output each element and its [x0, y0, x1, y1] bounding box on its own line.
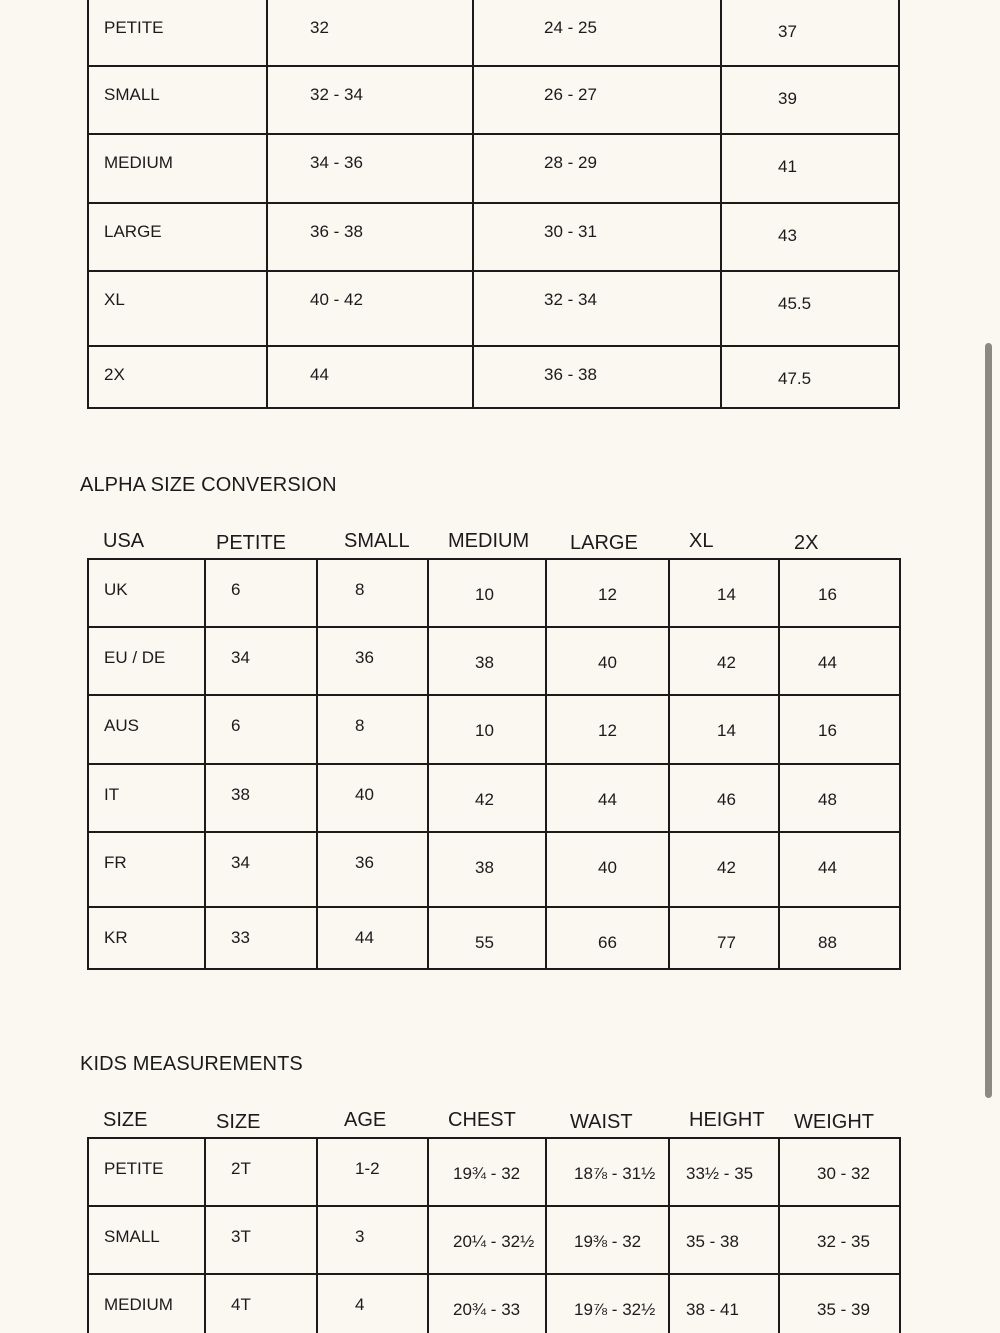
table-cell: 10 — [428, 559, 546, 627]
table-cell: 20¾ - 33 — [428, 1274, 546, 1333]
table-cell: 36 — [317, 627, 428, 695]
table-row — [88, 907, 900, 969]
table-cell: 19⅞ - 32½ — [546, 1274, 669, 1333]
table-cell: 36 — [317, 832, 428, 907]
table-cell: 3 — [317, 1206, 428, 1274]
table-cell: 1-2 — [317, 1138, 428, 1206]
column-header: HEIGHT — [689, 1109, 765, 1131]
table-row — [88, 346, 899, 408]
table-cell: 44 — [546, 764, 669, 832]
table-cell: 37 — [721, 0, 899, 66]
column-header: MEDIUM — [448, 530, 530, 552]
size-label: XL — [88, 271, 267, 346]
table-cell: 34 — [205, 832, 317, 907]
table-cell: 40 - 42 — [267, 271, 473, 346]
table-cell: 44 — [267, 346, 473, 408]
column-header: WAIST — [570, 1111, 633, 1133]
table-cell: 30 - 32 — [779, 1138, 900, 1206]
table-cell: 35 - 39 — [779, 1274, 900, 1333]
table-cell: 16 — [779, 559, 900, 627]
table-cell: 14 — [669, 695, 779, 764]
table-cell: 36 - 38 — [267, 203, 473, 271]
table-row — [88, 832, 900, 907]
table-cell: 6 — [205, 559, 317, 627]
table-row — [88, 203, 899, 271]
region-label: UK — [88, 559, 205, 627]
size-label: LARGE — [88, 203, 267, 271]
table-cell: 42 — [669, 627, 779, 695]
column-header: AGE — [344, 1109, 387, 1131]
table-cell: 47.5 — [721, 346, 899, 408]
table-cell: 24 - 25 — [473, 0, 721, 66]
alpha-section-title: ALPHA SIZE CONVERSION — [80, 474, 337, 496]
table-cell: 32 - 35 — [779, 1206, 900, 1274]
table-cell: 16 — [779, 695, 900, 764]
table-cell: 12 — [546, 695, 669, 764]
table-row — [88, 1206, 900, 1274]
table-cell: 28 - 29 — [473, 134, 721, 203]
table-cell: 14 — [669, 559, 779, 627]
table-cell: 36 - 38 — [473, 346, 721, 408]
column-header: LARGE — [570, 532, 638, 554]
kids-section-title: KIDS MEASUREMENTS — [80, 1053, 303, 1075]
table-cell: 40 — [546, 832, 669, 907]
size-label: SMALL — [88, 66, 267, 134]
table-cell: 43 — [721, 203, 899, 271]
table-row — [88, 1274, 900, 1333]
column-header: PETITE — [216, 532, 287, 554]
table-cell: 38 - 41 — [669, 1274, 779, 1333]
table-cell: 19⅜ - 32 — [546, 1206, 669, 1274]
size-label: PETITE — [88, 0, 267, 66]
table-cell: 18⅞ - 31½ — [546, 1138, 669, 1206]
table-cell: 38 — [205, 764, 317, 832]
column-header: CHEST — [448, 1109, 516, 1131]
table-cell: 39 — [721, 66, 899, 134]
table-row — [88, 0, 899, 66]
column-header: SIZE — [216, 1111, 261, 1133]
table-cell: 45.5 — [721, 271, 899, 346]
table-row — [88, 559, 900, 627]
table-cell: 8 — [317, 559, 428, 627]
table-cell: 46 — [669, 764, 779, 832]
table-cell: 4 — [317, 1274, 428, 1333]
table-cell: 40 — [546, 627, 669, 695]
table-row — [88, 271, 899, 346]
table-cell: 32 — [267, 0, 473, 66]
table-cell: 30 - 31 — [473, 203, 721, 271]
size-measurements-table — [87, 0, 900, 409]
table-cell: 40 — [317, 764, 428, 832]
region-label: AUS — [88, 695, 205, 764]
table-row — [88, 764, 900, 832]
column-header: XL — [689, 530, 714, 552]
column-header: SIZE — [103, 1109, 148, 1131]
table-cell: 32 - 34 — [267, 66, 473, 134]
table-cell: 34 - 36 — [267, 134, 473, 203]
table-cell: 12 — [546, 559, 669, 627]
region-label: FR — [88, 832, 205, 907]
table-cell: 42 — [428, 764, 546, 832]
scrollbar-thumb[interactable] — [985, 343, 992, 1098]
table-cell: 41 — [721, 134, 899, 203]
column-header: WEIGHT — [794, 1111, 874, 1133]
size-label: 2X — [88, 346, 267, 408]
column-header: 2X — [794, 532, 819, 554]
alpha-conversion-table — [87, 558, 901, 970]
region-label: EU / DE — [88, 627, 205, 695]
column-header: SMALL — [344, 530, 410, 552]
table-cell: 88 — [779, 907, 900, 969]
table-cell: 35 - 38 — [669, 1206, 779, 1274]
table-cell: 2T — [205, 1138, 317, 1206]
table-row — [88, 627, 900, 695]
table-cell: 33½ - 35 — [669, 1138, 779, 1206]
table-cell: 44 — [779, 627, 900, 695]
table-cell: 19¾ - 32 — [428, 1138, 546, 1206]
table-cell: 48 — [779, 764, 900, 832]
table-cell: 44 — [317, 907, 428, 969]
table-cell: 8 — [317, 695, 428, 764]
table-cell: 66 — [546, 907, 669, 969]
table-cell: 38 — [428, 627, 546, 695]
table-cell: 77 — [669, 907, 779, 969]
table-cell: 34 — [205, 627, 317, 695]
table-cell: 55 — [428, 907, 546, 969]
table-row — [88, 66, 899, 134]
column-header: USA — [103, 530, 145, 552]
size-label: PETITE — [88, 1138, 205, 1206]
region-label: KR — [88, 907, 205, 969]
size-label: MEDIUM — [88, 134, 267, 203]
kids-measurements-table — [87, 1137, 901, 1333]
table-cell: 6 — [205, 695, 317, 764]
table-cell: 33 — [205, 907, 317, 969]
table-row — [88, 134, 899, 203]
table-cell: 44 — [779, 832, 900, 907]
table-cell: 4T — [205, 1274, 317, 1333]
table-cell: 10 — [428, 695, 546, 764]
region-label: IT — [88, 764, 205, 832]
table-cell: 32 - 34 — [473, 271, 721, 346]
table-cell: 38 — [428, 832, 546, 907]
size-label: MEDIUM — [88, 1274, 205, 1333]
table-cell: 20¼ - 32½ — [428, 1206, 546, 1274]
table-row — [88, 695, 900, 764]
table-cell: 3T — [205, 1206, 317, 1274]
table-cell: 42 — [669, 832, 779, 907]
table-row — [88, 1138, 900, 1206]
size-label: SMALL — [88, 1206, 205, 1274]
table-cell: 26 - 27 — [473, 66, 721, 134]
